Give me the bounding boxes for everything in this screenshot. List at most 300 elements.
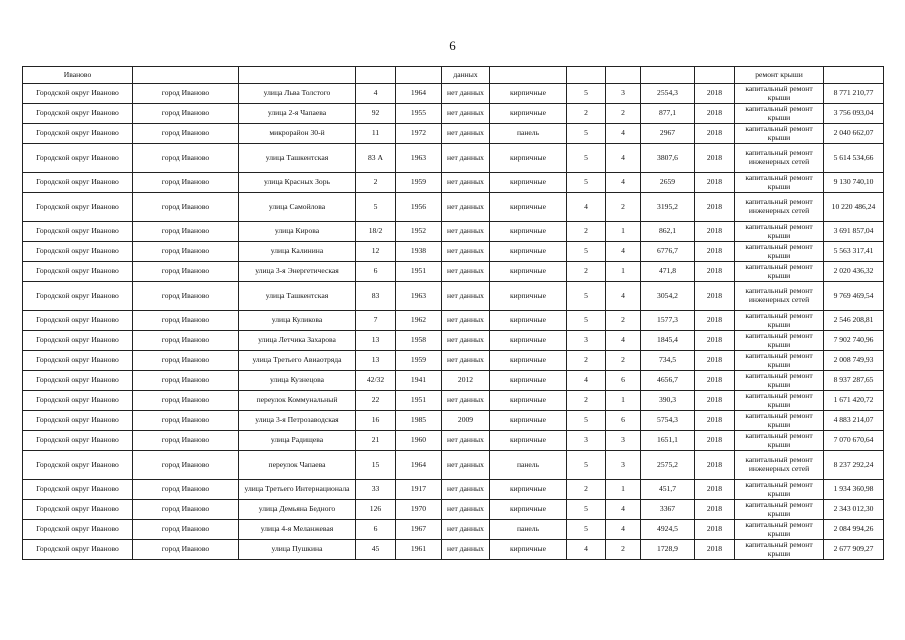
page-number: 6: [449, 38, 456, 53]
municipality-cell: Городской округ Иваново: [23, 500, 133, 520]
cost-cell: 2 040 662,07: [824, 124, 884, 144]
settlement-cell: город Иваново: [133, 282, 239, 311]
street-cell: улица Самойлова: [239, 193, 356, 222]
settlement-cell: город Иваново: [133, 371, 239, 391]
street-cell: улица Ташкентская: [239, 282, 356, 311]
cost-cell: 4 883 214,07: [824, 411, 884, 431]
table-row: [23, 282, 884, 311]
house-number-cell: 33: [356, 480, 396, 500]
settlement-cell: город Иваново: [133, 242, 239, 262]
municipality-cell: Городской округ Иваново: [23, 331, 133, 351]
entrances-cell: 4: [606, 520, 641, 540]
last-repair-year-cell: нет данных: [442, 451, 490, 480]
table-row: [23, 431, 884, 451]
municipality-cell: Городской округ Иваново: [23, 540, 133, 560]
wall-material-cell: панель: [490, 124, 567, 144]
build-year-cell: [396, 67, 442, 84]
municipality-cell: Иваново: [23, 67, 133, 84]
cost-cell: 8 771 210,77: [824, 84, 884, 104]
settlement-cell: город Иваново: [133, 391, 239, 411]
table-row: [23, 222, 884, 242]
entrances-cell: 1: [606, 480, 641, 500]
street-cell: улица Куликова: [239, 311, 356, 331]
house-number-cell: 16: [356, 411, 396, 431]
work-type-cell: капитальный ремонт крыши: [735, 311, 824, 331]
cost-cell: 2 020 436,32: [824, 262, 884, 282]
plan-year-cell: 2018: [695, 193, 735, 222]
street-cell: переулок Коммунальный: [239, 391, 356, 411]
area-cell: 2659: [641, 173, 695, 193]
build-year-cell: 1941: [396, 371, 442, 391]
municipality-cell: Городской округ Иваново: [23, 520, 133, 540]
wall-material-cell: кирпичные: [490, 242, 567, 262]
last-repair-year-cell: нет данных: [442, 242, 490, 262]
settlement-cell: город Иваново: [133, 173, 239, 193]
floors-cell: 5: [567, 411, 606, 431]
build-year-cell: 1951: [396, 391, 442, 411]
entrances-cell: 1: [606, 222, 641, 242]
last-repair-year-cell: нет данных: [442, 351, 490, 371]
work-type-cell: капитальный ремонт крыши: [735, 540, 824, 560]
cost-cell: 2 546 208,81: [824, 311, 884, 331]
entrances-cell: 4: [606, 173, 641, 193]
settlement-cell: город Иваново: [133, 84, 239, 104]
house-number-cell: 21: [356, 431, 396, 451]
build-year-cell: 1917: [396, 480, 442, 500]
settlement-cell: город Иваново: [133, 262, 239, 282]
entrances-cell: [606, 67, 641, 84]
plan-year-cell: 2018: [695, 311, 735, 331]
house-number-cell: 2: [356, 173, 396, 193]
entrances-cell: 3: [606, 431, 641, 451]
area-cell: 2554,3: [641, 84, 695, 104]
work-type-cell: капитальный ремонт крыши: [735, 431, 824, 451]
work-type-cell: капитальный ремонт инженерных сетей: [735, 451, 824, 480]
table-row: [23, 331, 884, 351]
plan-year-cell: 2018: [695, 520, 735, 540]
settlement-cell: город Иваново: [133, 311, 239, 331]
house-number-cell: 12: [356, 242, 396, 262]
last-repair-year-cell: нет данных: [442, 540, 490, 560]
plan-year-cell: 2018: [695, 540, 735, 560]
cost-cell: 2 677 909,27: [824, 540, 884, 560]
area-cell: 1728,9: [641, 540, 695, 560]
build-year-cell: 1961: [396, 540, 442, 560]
floors-cell: 3: [567, 331, 606, 351]
area-cell: 6776,7: [641, 242, 695, 262]
entrances-cell: 2: [606, 311, 641, 331]
street-cell: [239, 67, 356, 84]
cost-cell: 10 220 486,24: [824, 193, 884, 222]
plan-year-cell: 2018: [695, 351, 735, 371]
street-cell: микрорайон 30-й: [239, 124, 356, 144]
settlement-cell: город Иваново: [133, 124, 239, 144]
plan-year-cell: 2018: [695, 242, 735, 262]
street-cell: улица Льва Толстого: [239, 84, 356, 104]
street-cell: улица Третьего Авиаотряда: [239, 351, 356, 371]
area-cell: 471,8: [641, 262, 695, 282]
house-number-cell: 18/2: [356, 222, 396, 242]
house-number-cell: 6: [356, 520, 396, 540]
municipality-cell: Городской округ Иваново: [23, 411, 133, 431]
floors-cell: 5: [567, 173, 606, 193]
entrances-cell: 2: [606, 193, 641, 222]
last-repair-year-cell: нет данных: [442, 331, 490, 351]
repair-registry-table: [22, 66, 884, 560]
street-cell: улица 2-я Чапаева: [239, 104, 356, 124]
entrances-cell: 2: [606, 104, 641, 124]
street-cell: улица Ташкентская: [239, 144, 356, 173]
build-year-cell: 1960: [396, 431, 442, 451]
wall-material-cell: кирпичные: [490, 222, 567, 242]
entrances-cell: 4: [606, 124, 641, 144]
floors-cell: 5: [567, 242, 606, 262]
area-cell: 3195,2: [641, 193, 695, 222]
work-type-cell: капитальный ремонт крыши: [735, 391, 824, 411]
settlement-cell: город Иваново: [133, 431, 239, 451]
table-row: [23, 411, 884, 431]
municipality-cell: Городской округ Иваново: [23, 242, 133, 262]
table-row: [23, 500, 884, 520]
wall-material-cell: кирпичные: [490, 540, 567, 560]
area-cell: 862,1: [641, 222, 695, 242]
entrances-cell: 6: [606, 371, 641, 391]
plan-year-cell: 2018: [695, 84, 735, 104]
cost-cell: 2 343 012,30: [824, 500, 884, 520]
table-row: [23, 351, 884, 371]
municipality-cell: Городской округ Иваново: [23, 311, 133, 331]
last-repair-year-cell: нет данных: [442, 222, 490, 242]
wall-material-cell: кирпичные: [490, 351, 567, 371]
last-repair-year-cell: нет данных: [442, 480, 490, 500]
street-cell: улица 3-я Петрозаводская: [239, 411, 356, 431]
settlement-cell: город Иваново: [133, 144, 239, 173]
entrances-cell: 4: [606, 282, 641, 311]
last-repair-year-cell: нет данных: [442, 282, 490, 311]
area-cell: 1577,3: [641, 311, 695, 331]
settlement-cell: город Иваново: [133, 480, 239, 500]
last-repair-year-cell: нет данных: [442, 391, 490, 411]
plan-year-cell: 2018: [695, 144, 735, 173]
house-number-cell: 83: [356, 282, 396, 311]
house-number-cell: 83 А: [356, 144, 396, 173]
work-type-cell: капитальный ремонт крыши: [735, 124, 824, 144]
street-cell: улица Демьяна Бедного: [239, 500, 356, 520]
wall-material-cell: кирпичные: [490, 282, 567, 311]
floors-cell: 5: [567, 520, 606, 540]
house-number-cell: 22: [356, 391, 396, 411]
work-type-cell: капитальный ремонт крыши: [735, 351, 824, 371]
last-repair-year-cell: нет данных: [442, 124, 490, 144]
last-repair-year-cell: нет данных: [442, 520, 490, 540]
last-repair-year-cell: нет данных: [442, 173, 490, 193]
cost-cell: 7 902 740,96: [824, 331, 884, 351]
plan-year-cell: 2018: [695, 371, 735, 391]
table-row: [23, 520, 884, 540]
entrances-cell: 1: [606, 262, 641, 282]
last-repair-year-cell: 2012: [442, 371, 490, 391]
house-number-cell: 42/32: [356, 371, 396, 391]
work-type-cell: капитальный ремонт крыши: [735, 84, 824, 104]
cost-cell: 9 769 469,54: [824, 282, 884, 311]
area-cell: 390,3: [641, 391, 695, 411]
cost-cell: 2 008 749,93: [824, 351, 884, 371]
last-repair-year-cell: нет данных: [442, 144, 490, 173]
wall-material-cell: кирпичные: [490, 311, 567, 331]
wall-material-cell: панель: [490, 451, 567, 480]
build-year-cell: 1959: [396, 351, 442, 371]
last-repair-year-cell: нет данных: [442, 500, 490, 520]
municipality-cell: Городской округ Иваново: [23, 480, 133, 500]
floors-cell: 5: [567, 84, 606, 104]
build-year-cell: 1972: [396, 124, 442, 144]
plan-year-cell: 2018: [695, 282, 735, 311]
settlement-cell: город Иваново: [133, 451, 239, 480]
build-year-cell: 1955: [396, 104, 442, 124]
build-year-cell: 1963: [396, 282, 442, 311]
municipality-cell: Городской округ Иваново: [23, 451, 133, 480]
wall-material-cell: кирпичные: [490, 411, 567, 431]
wall-material-cell: кирпичные: [490, 371, 567, 391]
street-cell: улица Радищева: [239, 431, 356, 451]
last-repair-year-cell: нет данных: [442, 431, 490, 451]
settlement-cell: [133, 67, 239, 84]
wall-material-cell: кирпичные: [490, 480, 567, 500]
last-repair-year-cell: данных: [442, 67, 490, 84]
wall-material-cell: кирпичные: [490, 193, 567, 222]
floors-cell: 2: [567, 222, 606, 242]
cost-cell: 1 671 420,72: [824, 391, 884, 411]
municipality-cell: Городской округ Иваново: [23, 431, 133, 451]
municipality-cell: Городской округ Иваново: [23, 391, 133, 411]
cost-cell: 1 934 360,98: [824, 480, 884, 500]
plan-year-cell: 2018: [695, 411, 735, 431]
build-year-cell: 1985: [396, 411, 442, 431]
build-year-cell: 1958: [396, 331, 442, 351]
last-repair-year-cell: нет данных: [442, 193, 490, 222]
settlement-cell: город Иваново: [133, 520, 239, 540]
street-cell: улица 3-я Энергетическая: [239, 262, 356, 282]
floors-cell: 5: [567, 451, 606, 480]
settlement-cell: город Иваново: [133, 222, 239, 242]
table-row: [23, 173, 884, 193]
settlement-cell: город Иваново: [133, 331, 239, 351]
table-row: [23, 391, 884, 411]
plan-year-cell: 2018: [695, 431, 735, 451]
wall-material-cell: кирпичные: [490, 500, 567, 520]
build-year-cell: 1964: [396, 451, 442, 480]
house-number-cell: 45: [356, 540, 396, 560]
area-cell: 5754,3: [641, 411, 695, 431]
table-row: [23, 144, 884, 173]
floors-cell: 4: [567, 540, 606, 560]
plan-year-cell: 2018: [695, 500, 735, 520]
cost-cell: 9 130 740,10: [824, 173, 884, 193]
settlement-cell: город Иваново: [133, 411, 239, 431]
build-year-cell: 1956: [396, 193, 442, 222]
work-type-cell: капитальный ремонт крыши: [735, 411, 824, 431]
entrances-cell: 6: [606, 411, 641, 431]
last-repair-year-cell: 2009: [442, 411, 490, 431]
plan-year-cell: 2018: [695, 173, 735, 193]
work-type-cell: капитальный ремонт крыши: [735, 242, 824, 262]
street-cell: переулок Чапаева: [239, 451, 356, 480]
cost-cell: 8 237 292,24: [824, 451, 884, 480]
municipality-cell: Городской округ Иваново: [23, 351, 133, 371]
floors-cell: 4: [567, 193, 606, 222]
area-cell: 4656,7: [641, 371, 695, 391]
plan-year-cell: 2018: [695, 104, 735, 124]
municipality-cell: Городской округ Иваново: [23, 222, 133, 242]
area-cell: 4924,5: [641, 520, 695, 540]
wall-material-cell: кирпичные: [490, 104, 567, 124]
entrances-cell: 2: [606, 540, 641, 560]
municipality-cell: Городской округ Иваново: [23, 193, 133, 222]
area-cell: 451,7: [641, 480, 695, 500]
build-year-cell: 1962: [396, 311, 442, 331]
work-type-cell: капитальный ремонт крыши: [735, 371, 824, 391]
municipality-cell: Городской округ Иваново: [23, 104, 133, 124]
cost-cell: 5 563 317,41: [824, 242, 884, 262]
last-repair-year-cell: нет данных: [442, 84, 490, 104]
street-cell: улица Красных Зорь: [239, 173, 356, 193]
area-cell: 734,5: [641, 351, 695, 371]
wall-material-cell: кирпичные: [490, 391, 567, 411]
floors-cell: 5: [567, 144, 606, 173]
table-row: [23, 480, 884, 500]
cost-cell: 7 070 670,64: [824, 431, 884, 451]
municipality-cell: Городской округ Иваново: [23, 282, 133, 311]
floors-cell: 2: [567, 262, 606, 282]
floors-cell: 4: [567, 371, 606, 391]
area-cell: 2967: [641, 124, 695, 144]
settlement-cell: город Иваново: [133, 351, 239, 371]
plan-year-cell: 2018: [695, 124, 735, 144]
floors-cell: 2: [567, 391, 606, 411]
settlement-cell: город Иваново: [133, 104, 239, 124]
cost-cell: 2 084 994,26: [824, 520, 884, 540]
entrances-cell: 4: [606, 144, 641, 173]
work-type-cell: капитальный ремонт инженерных сетей: [735, 282, 824, 311]
table-row: [23, 124, 884, 144]
entrances-cell: 3: [606, 84, 641, 104]
build-year-cell: 1967: [396, 520, 442, 540]
build-year-cell: 1964: [396, 84, 442, 104]
table-row: [23, 540, 884, 560]
wall-material-cell: кирпичные: [490, 262, 567, 282]
work-type-cell: капитальный ремонт крыши: [735, 262, 824, 282]
area-cell: 1845,4: [641, 331, 695, 351]
last-repair-year-cell: нет данных: [442, 104, 490, 124]
municipality-cell: Городской округ Иваново: [23, 173, 133, 193]
floors-cell: 3: [567, 431, 606, 451]
settlement-cell: город Иваново: [133, 500, 239, 520]
table-row: [23, 193, 884, 222]
table-row: [23, 451, 884, 480]
house-number-cell: [356, 67, 396, 84]
street-cell: улица Кирова: [239, 222, 356, 242]
plan-year-cell: 2018: [695, 262, 735, 282]
entrances-cell: 4: [606, 500, 641, 520]
settlement-cell: город Иваново: [133, 193, 239, 222]
table-row: [23, 242, 884, 262]
work-type-cell: капитальный ремонт крыши: [735, 173, 824, 193]
entrances-cell: 4: [606, 242, 641, 262]
entrances-cell: 4: [606, 331, 641, 351]
wall-material-cell: кирпичные: [490, 173, 567, 193]
area-cell: [641, 67, 695, 84]
wall-material-cell: панель: [490, 520, 567, 540]
municipality-cell: Городской округ Иваново: [23, 371, 133, 391]
wall-material-cell: кирпичные: [490, 144, 567, 173]
table-row: [23, 311, 884, 331]
municipality-cell: Городской округ Иваново: [23, 124, 133, 144]
house-number-cell: 13: [356, 351, 396, 371]
area-cell: 877,1: [641, 104, 695, 124]
table-row-continued: [23, 67, 884, 84]
entrances-cell: 2: [606, 351, 641, 371]
street-cell: улица Третьего Интернационала: [239, 480, 356, 500]
street-cell: улица Кузнецова: [239, 371, 356, 391]
plan-year-cell: 2018: [695, 480, 735, 500]
work-type-cell: капитальный ремонт крыши: [735, 104, 824, 124]
house-number-cell: 11: [356, 124, 396, 144]
build-year-cell: 1938: [396, 242, 442, 262]
municipality-cell: Городской округ Иваново: [23, 84, 133, 104]
floors-cell: 5: [567, 500, 606, 520]
house-number-cell: 92: [356, 104, 396, 124]
floors-cell: 5: [567, 282, 606, 311]
cost-cell: 5 614 534,66: [824, 144, 884, 173]
house-number-cell: 126: [356, 500, 396, 520]
street-cell: улица Калинина: [239, 242, 356, 262]
table-row: [23, 262, 884, 282]
work-type-cell: капитальный ремонт инженерных сетей: [735, 144, 824, 173]
area-cell: 3807,6: [641, 144, 695, 173]
municipality-cell: Городской округ Иваново: [23, 262, 133, 282]
municipality-cell: Городской округ Иваново: [23, 144, 133, 173]
plan-year-cell: [695, 67, 735, 84]
wall-material-cell: кирпичные: [490, 431, 567, 451]
work-type-cell: капитальный ремонт крыши: [735, 520, 824, 540]
floors-cell: 5: [567, 124, 606, 144]
house-number-cell: 4: [356, 84, 396, 104]
work-type-cell: капитальный ремонт крыши: [735, 331, 824, 351]
wall-material-cell: кирпичные: [490, 331, 567, 351]
work-type-cell: капитальный ремонт крыши: [735, 222, 824, 242]
area-cell: 1651,1: [641, 431, 695, 451]
floors-cell: 5: [567, 311, 606, 331]
floors-cell: 2: [567, 480, 606, 500]
table-row: [23, 84, 884, 104]
floors-cell: 2: [567, 104, 606, 124]
area-cell: 3367: [641, 500, 695, 520]
plan-year-cell: 2018: [695, 451, 735, 480]
last-repair-year-cell: нет данных: [442, 311, 490, 331]
cost-cell: 8 937 287,65: [824, 371, 884, 391]
table-row: [23, 371, 884, 391]
house-number-cell: 7: [356, 311, 396, 331]
area-cell: 3054,2: [641, 282, 695, 311]
build-year-cell: 1970: [396, 500, 442, 520]
floors-cell: 2: [567, 351, 606, 371]
build-year-cell: 1963: [396, 144, 442, 173]
area-cell: 2575,2: [641, 451, 695, 480]
entrances-cell: 1: [606, 391, 641, 411]
street-cell: улица Летчика Захарова: [239, 331, 356, 351]
plan-year-cell: 2018: [695, 331, 735, 351]
house-number-cell: 15: [356, 451, 396, 480]
